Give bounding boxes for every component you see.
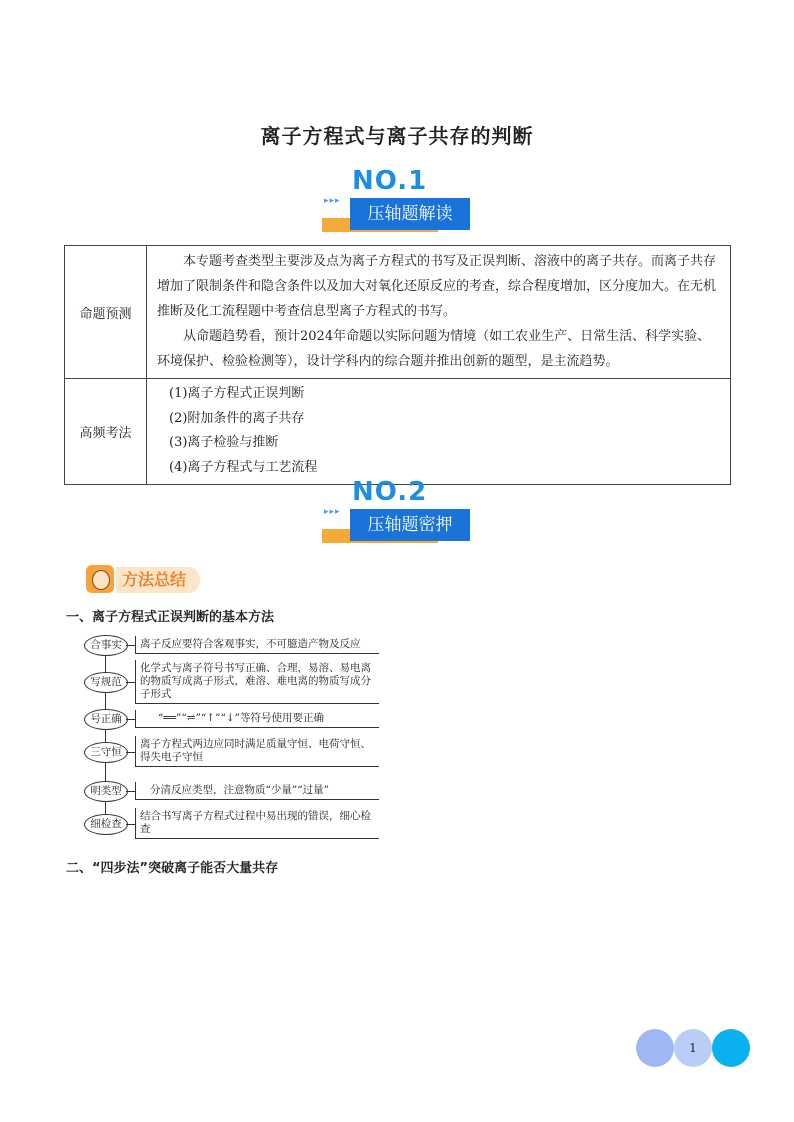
badge-no2	[322, 477, 472, 553]
paragraph: 本专题考查类型主要涉及点为离子方程式的书写及正误判断、溶液中的离子共存。而离子共存增加了限制条件和隐含条件以及加大对氧化还原反应的考查，综合程度增加，区分度加大。在无机推断及化工流程题中考查信息型离子方程式的书写。	[157, 254, 717, 319]
page-number-indicator	[636, 1027, 756, 1067]
step-key: 写规范	[84, 672, 128, 693]
table-row	[65, 246, 731, 379]
step-text: 化学式与离子符号书写正确、合理，易溶、易电离的物质写成离子形式，难溶、难电离的物质写成分子形式	[135, 660, 379, 704]
method-diagram	[84, 632, 384, 846]
row-content	[147, 379, 731, 485]
paragraph: 从命题趋势看，预计2024年命题以实际问题为情境（如工农业生产、日常生活、科学实验、环境保护、检验检测等），设计学科内的综合题并推出创新的题型，是主流趋势。	[157, 329, 711, 369]
step-text: 离子反应要符合客观事实，不可臆造产物及反应	[135, 636, 379, 654]
page-number: 1	[674, 1029, 712, 1067]
info-table	[64, 245, 731, 485]
list-item: (2)附加条件的离子共存	[169, 410, 305, 426]
badge-no1	[322, 166, 472, 242]
step-text: “══”“⇌”“↑”“↓”等符号使用要正确	[135, 710, 379, 728]
list-item: (3)离子检验与推断	[169, 435, 279, 450]
method-summary-label: 方法总结	[116, 567, 200, 593]
heading-1: 一、离子方程式正误判断的基本方法	[66, 610, 275, 625]
list-item: (4)离子方程式与工艺流程	[169, 459, 318, 475]
arrows-icon: ▸▸▸	[324, 196, 341, 206]
badge-number: NO.1	[352, 166, 428, 196]
table-row	[65, 379, 731, 485]
step-key: 明类型	[84, 781, 128, 802]
heading-2: 二、“四步法”突破离子能否大量共存	[66, 861, 279, 876]
row-label: 命题预测	[65, 246, 147, 379]
arrows-icon: ▸▸▸	[324, 507, 341, 517]
badge-number: NO.2	[352, 477, 428, 507]
badge-label: 压轴题密押	[350, 509, 470, 541]
page-dot	[712, 1029, 750, 1067]
step-text: 离子方程式两边应同时满足质量守恒、电荷守恒、得失电子守恒	[135, 736, 379, 767]
row-label: 高频考法	[65, 379, 147, 485]
step-text: 结合书写离子方程式过程中易出现的错误，细心检查	[135, 808, 379, 839]
step-key: 合事实	[84, 635, 128, 656]
step-text: 分清反应类型，注意物质“少量”“过量”	[135, 782, 379, 800]
badge-label: 压轴题解读	[350, 198, 470, 230]
teacher-avatar-icon	[86, 565, 114, 593]
list-item: (1)离子方程式正误判断	[169, 386, 305, 401]
page-dot	[636, 1029, 674, 1067]
page-title: 离子方程式与离子共存的判断	[260, 124, 534, 148]
step-key: 号正确	[84, 709, 128, 730]
step-key: 细检查	[84, 814, 128, 835]
step-key: 三守恒	[84, 742, 128, 763]
row-content	[147, 246, 731, 379]
